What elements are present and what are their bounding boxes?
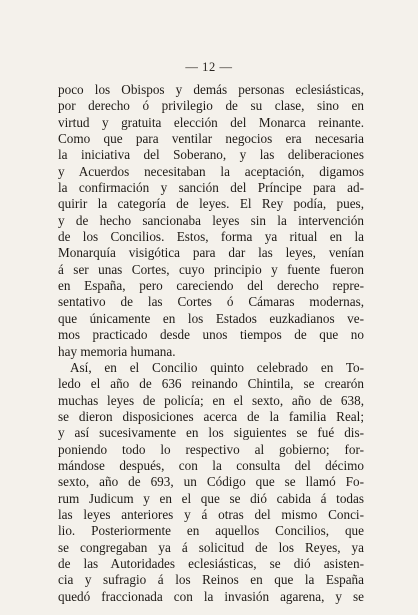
text-line: de las Autoridades eclesiásticas, se dió asisten-: [58, 555, 364, 571]
text-line: lio. Posteriormente en aquellos Concilios, que: [58, 523, 364, 539]
text-line: Como que para ventilar negocios era necesaria: [58, 131, 364, 147]
text-line: á ser unas Cortes, cuyo principio y fuente fueron: [58, 261, 364, 277]
text-line: y de hecho sancionaba leyes sin la intervención: [58, 212, 364, 228]
text-line: y Acuerdos necesitaban la aceptación, digamos: [58, 163, 364, 179]
text-line: de los Concilios. Estos, forma ya ritual en la: [58, 229, 364, 245]
text-line: la confirmación y sanción del Príncipe para ad-: [58, 180, 364, 196]
text-line: muchas leyes de policía; en el sexto, año de 638,: [58, 392, 364, 408]
body-text: [58, 82, 364, 605]
paragraph-start-line: Así, en el Concilio quinto celebrado en To-: [70, 359, 364, 375]
text-line: virtud y gratuita elección del Monarca reinante.: [58, 114, 364, 130]
text-line: poco los Obispos y demás personas eclesiásticas,: [58, 82, 364, 97]
text-line: hay memoria humana.: [58, 343, 176, 359]
text-line: y así sucesivamente en los siguientes se fué dis-: [58, 425, 364, 441]
text-line: mos practicado desde unos tiempos de que no: [58, 327, 364, 343]
text-line: quedó fraccionada con la invasión agarena, y se: [58, 588, 364, 604]
text-line: rum Judicum y en el que se dió cabida á todas: [58, 490, 364, 506]
text-line: sexto, año de 693, un Código que se llamó Fo-: [58, 474, 364, 490]
text-line: cia y sufragio á los Reinos en que la España: [58, 572, 364, 588]
text-line: Monarquía visigótica para dar las leyes, venían: [58, 245, 364, 261]
text-line: sentativo de las Cortes ó Cámaras modernas,: [58, 294, 364, 310]
text-line: las leyes anteriores y á otras del mismo Conci-: [58, 506, 364, 522]
text-line: mándose después, con la consulta del décimo: [58, 457, 364, 473]
text-line: ledo el año de 636 reinando Chintila, se crearón: [58, 376, 364, 392]
text-line: que únicamente en los Estados euzkadianos ve-: [58, 310, 364, 326]
text-line: poniendo todo lo respectivo al gobierno; for-: [58, 441, 364, 457]
text-line: quirir la categoría de leyes. El Rey podía, pues,: [58, 196, 364, 212]
text-line: se congregaban ya á solicitud de los Reyes, ya: [58, 539, 364, 555]
text-line: por derecho ó privilegio de su clase, sino en: [58, 98, 364, 114]
text-line: en España, pero careciendo del derecho repre-: [58, 278, 364, 294]
text-line: la iniciativa del Soberano, y las deliberaciones: [58, 147, 364, 163]
text-line: se dieron disposiciones acerca de la familia Real;: [58, 408, 364, 424]
page-number: — 12 —: [185, 60, 233, 74]
